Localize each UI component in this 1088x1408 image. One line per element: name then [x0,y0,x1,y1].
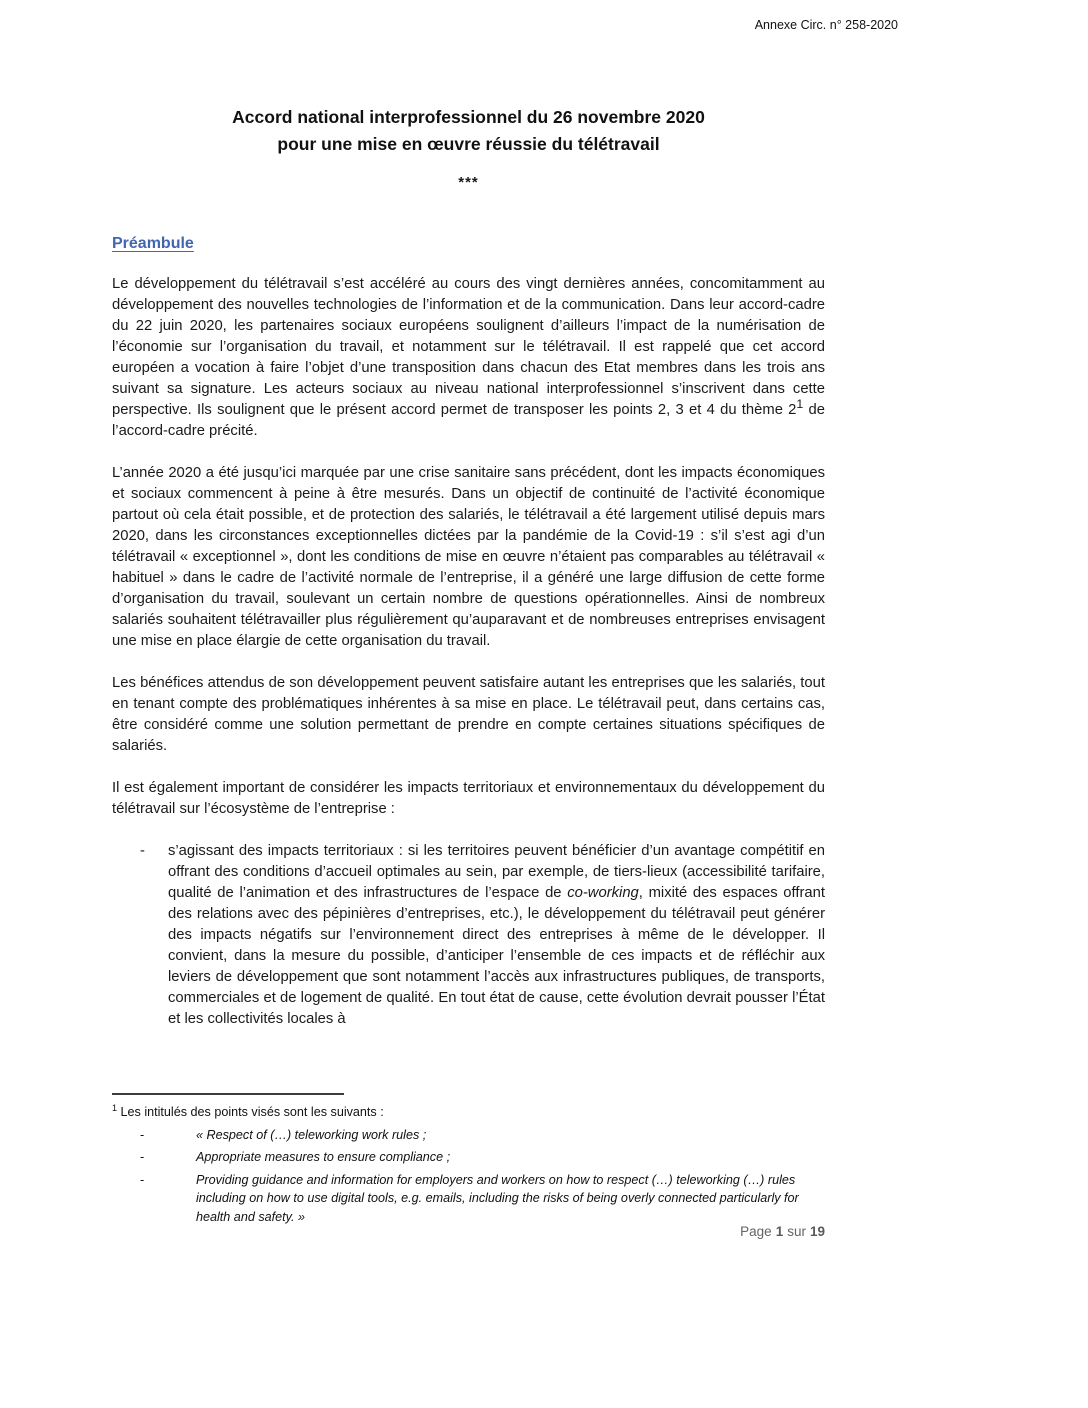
paragraph-1-text: Le développement du télétravail s’est accéléré au cours des vingt dernières années, concomitamment au développement des nouvelles technologies de l’information et de la communication. Dans leur accord-cadre du 22 juin 2020, les partenaires sociaux européens soulignent d’ailleurs l’impact de la numérisation de l’économie sur l’organisation du travail, et notamment sur le télétravail. Il est rappelé que cet accord européen a vocation à faire l’objet d’une transposition dans chacun des Etat membres dans les trois ans suivant sa signature. Les acteurs sociaux au niveau national interprofessionnel s’inscrivent dans cette perspective. Ils soulignent que le présent accord permet de transposer les points 2, 3 et 4 du thème 2 [112,276,825,418]
footnote-number: 1 [112,1102,118,1113]
document-title-line2: pour une mise en œuvre réussie du télétravail [277,134,660,154]
header-annotation: Annexe Circ. n° 258-2020 [754,18,898,32]
footnote-item [112,1148,825,1167]
footnote-item-dash-marker: - [140,1150,145,1164]
list-item-text-end: , mixité des espaces offrant des relations avec des pépinières d’entreprises, etc.), le développement du télétravail peut générer des impacts négatifs sur l’environnement direct des entreprises à même de le développer. Il convient, dans la mesure du possible, d’anticiper l’ensemble de ces impacts et de réfléchir aux leviers de développement que sont notamment l’accès aux infrastructures publiques, de transports, commerciales et de logement de qualité. En tout état de cause, cette évolution devrait pousser l’État et les collectivités locales à [168,885,825,1027]
paragraph-3: Les bénéfices attendus de son développement peuvent satisfaire autant les entreprises que les salariés, tout en tenant compte des problématiques inhérentes à sa mise en place. Le télétravail peut, dans certains cas, être considéré comme une solution permettant de prendre en compte certaines situations spécifiques de salariés. [112,675,825,754]
footnote-section [112,1093,825,1226]
document-title-line1: Accord national interprofessionnel du 26 novembre 2020 [232,107,705,127]
paragraph-4: Il est également important de considérer les impacts territoriaux et environnementaux du développement du télétravail sur l’écosystème de l’entreprise : [112,780,825,817]
footnote-reference-1: 1 [796,397,804,412]
section-heading-preambule: Préambule [112,235,194,252]
list-item-dash-marker: - [140,843,145,859]
document-title [112,104,825,158]
sur-label: sur [787,1224,806,1239]
footnote-separator-line [112,1093,344,1095]
footnote-intro-text: Les intitulés des points visés sont les suivants : [117,1105,384,1119]
paragraph-2: L’année 2020 a été jusqu’ici marquée par une crise sanitaire sans précédent, dont les impacts économiques et sociaux commencent à peine à être mesurés. Dans un objectif de continuité de l’activité économique partout où cela était possible, et de protection des salariés, le télétravail a été largement utilisé depuis mars 2020, dans les circonstances exceptionnelles dictées par la pandémie de la Covid-19 : s’il s’est agi d’un télétravail « exceptionnel », dont les conditions de mise en œuvre n’étaient pas comparables au télétravail « habituel » dans le cadre de l’activité normale de l’entreprise, il a généré une large diffusion de cette forme d’organisation du travail, soulevant un certain nombre de questions opérationnelles. Ainsi de nombreux salariés souhaitent télétravailler plus régulièrement qu’auparavant et de nombreuses entreprises envisagent une mise en place élargie de cette organisation du travail. [112,465,825,649]
list-item-text: s’agissant des impacts territoriaux : si les territoires peuvent bénéficier d’un avantage compétitif en offrant des conditions d’accueil optimales au sein, par exemple, de tiers-lieux (accessibilité tarifaire, qualité de l’animation et des infrastructures de l’espace de [168,843,825,901]
title-separator-stars: *** [458,174,479,191]
current-page-number: 1 [775,1224,784,1239]
footnote-item-text: Appropriate measures to ensure compliance ; [196,1150,451,1164]
paragraph-1-text-end: de l’accord-cadre précité. [112,402,825,439]
page-number-footer [112,1224,825,1239]
footnote-item-dash-marker: - [140,1172,145,1187]
footnote-intro [112,1103,825,1122]
list-item-impacts-territoriaux [112,841,825,1030]
paragraph-1 [112,274,825,442]
footnote-item-text: « Respect of (…) teleworking work rules ; [196,1127,427,1142]
footnote-item [112,1126,825,1145]
footnote-item [112,1171,825,1227]
document-body [112,0,825,1030]
footnote-item-text: Providing guidance and information for employers and workers on how to respect (…) teleworking (…) rules including on how to use digital tools, e.g. emails, including the risks of being overly connected particularly for health and safety. » [196,1172,799,1224]
page-label: Page [740,1224,772,1239]
footnote-item-dash-marker: - [140,1127,145,1142]
total-page-count: 19 [809,1224,825,1239]
list-item-italic-term: co-working [567,885,639,901]
